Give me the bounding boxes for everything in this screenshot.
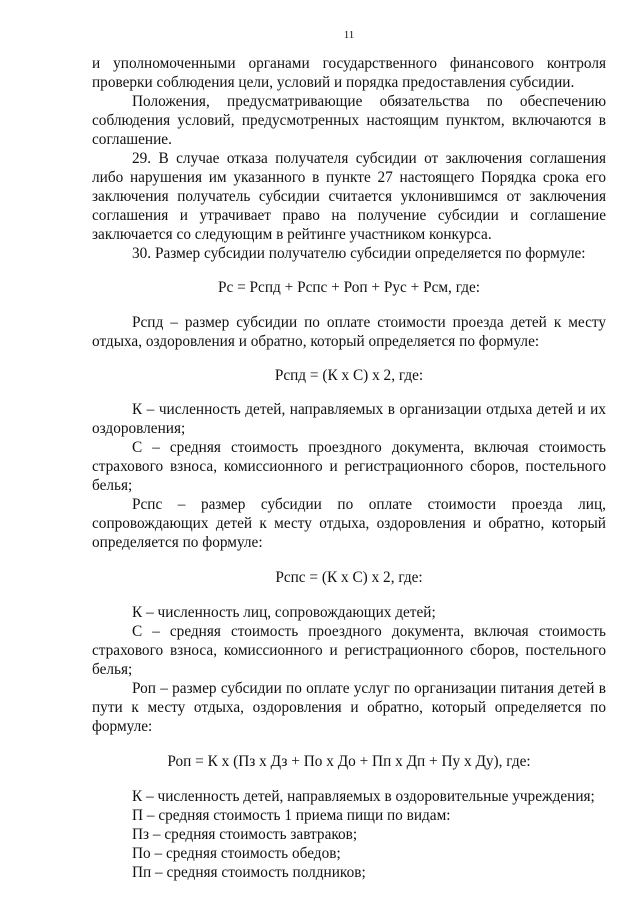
formula-rop: Роп = К х (Пз х Дз + По х До + Пп х Дп + Пу х Ду), где: [167,753,531,770]
paragraph-pp-snack: Пп – средняя стоимость полдников; [132,864,366,881]
paragraph-clause-30: 30. Размер субсидии получателю субсидии определяется по формуле: [132,245,586,262]
paragraph-p-meal-cost: П – средняя стоимость 1 приема пищи по видам: [132,807,451,824]
paragraph-rsps-definition: Рспс – размер субсидии по оплате стоимости проезда лиц, сопровождающих детей к месту отдыха, оздоровления и обратно, который определяется по формуле: [92,496,606,551]
paragraph-rop-definition: Роп – размер субсидии по оплате услуг по организации питания детей в пути к месту отдыха, оздоровления и обратно, который определяется по формуле: [92,680,606,735]
paragraph-c-ticket-cost-escorts: С – средняя стоимость проездного документа, включая стоимость страхового взноса, комиссионного и регистрационного сборов, постельного белья; [92,623,606,678]
formula-rsps: Рспс = (К х С) х 2, где: [275,569,423,586]
paragraph-k-health-institutions: К – численность детей, направляемых в оздоровительные учреждения; [132,788,595,805]
paragraph-clause-29: 29. В случае отказа получателя субсидии от заключения соглашения либо нарушения им указанного в пункте 27 настоящего Порядка срока его заключения получатель субсидии считается уклонившимся от заключения соглашения и утрачивает право на получение субсидии и соглашение заключается со следующим в рейтинге участником конкурса. [92,150,606,243]
paragraph-pz-breakfast: Пз – средняя стоимость завтраков; [132,826,358,843]
formula-rspd: Рспд = (К х С) х 2, где: [274,367,424,384]
paragraph-po-lunch: По – средняя стоимость обедов; [132,845,341,862]
paragraph-c-ticket-cost: С – средняя стоимость проездного документа, включая стоимость страхового взноса, комиссионного и регистрационного сборов, постельного белья; [92,439,606,494]
formula-total-subsidy: Рс = Рспд + Рспс + Роп + Рус + Рсм, где: [217,279,481,296]
paragraph-continuation: и уполномоченными органами государственного финансового контроля проверки соблюдения цели, условий и порядка предоставления субсидии. [92,55,606,91]
page-number: 11 [343,29,355,41]
paragraph-rspd-definition: Рспд – размер субсидии по оплате стоимости проезда детей к месту отдыха, оздоровления и обратно, который определяется по формуле: [92,314,606,350]
paragraph-k-escorts: К – численность лиц, сопровождающих детей; [132,604,436,621]
paragraph-provisions: Положения, предусматривающие обязательства по обеспечению соблюдения условий, предусмотренных настоящим пунктом, включаются в соглашение. [92,93,606,148]
paragraph-k-children: К – численность детей, направляемых в организации отдыха детей и их оздоровления; [92,401,606,437]
